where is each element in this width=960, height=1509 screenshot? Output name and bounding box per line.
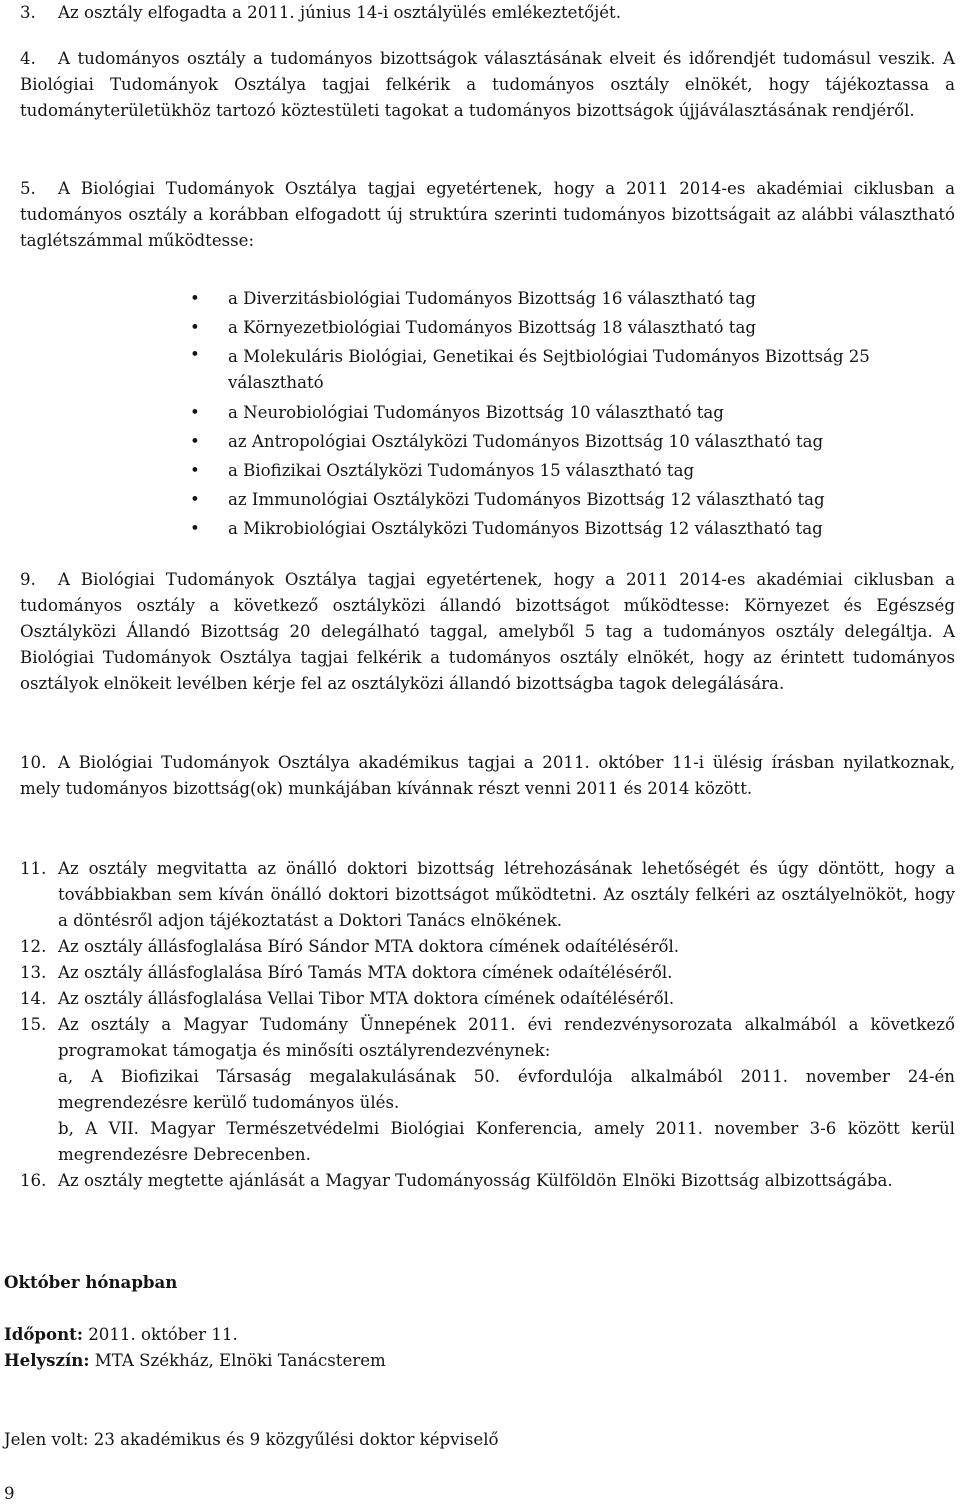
item-number: 15.	[20, 1015, 47, 1034]
resolution-item-16	[20, 1168, 955, 1194]
resolution-item-5	[20, 176, 955, 254]
resolution-item-15b	[20, 1116, 955, 1168]
item-number: 5.	[20, 179, 36, 198]
attendance: Jelen volt: 23 akadémikus és 9 közgyűlési doktor képviselő	[4, 1430, 499, 1449]
committee-list	[190, 284, 935, 543]
resolution-item-15a	[20, 1064, 955, 1116]
place-label: Helyszín:	[4, 1350, 90, 1370]
item-number: 12.	[20, 937, 47, 956]
resolution-item-3	[20, 0, 955, 26]
list-item: • a Neurobiológiai Tudományos Bizottság 10 választható tag	[190, 398, 935, 427]
bullet-icon: •	[190, 490, 200, 509]
item-text: Az osztály megvitatta az önálló doktori bizottság létrehozásának lehetőségét és úgy döntött, hogy a továbbiakban sem kíván önálló doktori bizottságot működtetni. Az osztály felkéri az osztályelnököt, hogy a döntésről adjon tájékoztatást a Doktori Tanács elnökének.	[58, 859, 955, 930]
resolution-item-14	[20, 986, 955, 1012]
item-text: b, A VII. Magyar Természetvédelmi Biológiai Konferencia, amely 2011. november 3-6 között kerül megrendezésre Debrecenben.	[58, 1119, 955, 1164]
bullet-icon: •	[190, 289, 200, 308]
item-text: a, A Biofizikai Társaság megalakulásának 50. évfordulója alkalmából 2011. november 24-én megrendezésre kerülő tudományos ülés.	[58, 1067, 955, 1112]
list-item: • a Környezetbiológiai Tudományos Bizottság 18 választható tag	[190, 313, 935, 342]
resolution-item-9	[20, 567, 955, 697]
resolution-item-11	[20, 856, 955, 934]
item-text: A Biológiai Tudományok Osztálya akadémikus tagjai a 2011. október 11-i ülésig írásban nyilatkoznak, mely tudományos bizottság(ok) munkájában kívánnak részt venni 2011 és 2014 között.	[20, 753, 955, 798]
item-text: Az osztály állásfoglalása Bíró Sándor MTA doktora címének odaítéléséről.	[58, 937, 680, 956]
resolution-item-12	[20, 934, 955, 960]
resolution-item-15	[20, 1012, 955, 1064]
bullet-icon: •	[190, 461, 200, 480]
bullet-icon: •	[190, 318, 200, 337]
list-item: • a Diverzitásbiológiai Tudományos Bizottság 16 választható tag	[190, 284, 935, 313]
meeting-place	[4, 1350, 386, 1370]
place-value: MTA Székház, Elnöki Tanácsterem	[94, 1351, 386, 1370]
bullet-icon: •	[190, 519, 200, 538]
item-text: Az osztály megtette ajánlását a Magyar Tudományosság Külföldön Elnöki Bizottság albizottságába.	[58, 1171, 893, 1190]
bullet-icon: •	[190, 403, 200, 422]
item-text: Az osztály állásfoglalása Bíró Tamás MTA doktora címének odaítéléséről.	[58, 963, 673, 982]
item-text: Az osztály elfogadta a 2011. június 14-i osztályülés emlékeztetőjét.	[58, 3, 622, 22]
item-number: 9.	[20, 570, 36, 589]
list-item: • a Mikrobiológiai Osztályközi Tudományos Bizottság 12 választható tag	[190, 514, 935, 543]
item-number: 4.	[20, 49, 36, 68]
item-number: 16.	[20, 1171, 47, 1190]
item-number: 11.	[20, 859, 47, 878]
bullet-icon: •	[190, 432, 200, 451]
item-number: 13.	[20, 963, 47, 982]
list-item: • a Molekuláris Biológiai, Genetikai és Sejtbiológiai Tudományos Bizottság 25 választható	[190, 342, 935, 398]
item-number: 14.	[20, 989, 47, 1008]
date-label: Időpont:	[4, 1324, 83, 1344]
resolution-item-4	[20, 46, 955, 124]
item-text: A Biológiai Tudományok Osztálya tagjai egyetértenek, hogy a 2011 2014-es akadémiai ciklusban a tudományos osztály a következő osztályközi állandó bizottságot működtesse: Környezet és Egészség Osztályközi Állandó Bizottság 20 delegálható taggal, amelyből 5 tag a tudományos osztály delegáltja. A Biológiai Tudományok Osztálya tagjai felkérik a tudományos osztály elnökét, hogy az érintett tudományos osztályok elnökeit levélben kérje fel az osztályközi állandó bizottságba tagok delegálására.	[20, 570, 955, 693]
resolution-item-13	[20, 960, 955, 986]
page-number: 9	[4, 1484, 15, 1503]
item-text: A tudományos osztály a tudományos bizottságok választásának elveit és időrendjét tudomásul veszik. A Biológiai Tudományok Osztálya tagjai felkérik a tudományos osztály elnökét, hogy tájékoztassa a tudományterületükhöz tartozó köztestületi tagokat a tudományos bizottságok újjáválasztásának rendjéről.	[20, 49, 955, 120]
list-item: • a Biofizikai Osztályközi Tudományos 15 választható tag	[190, 456, 935, 485]
item-text: Az osztály állásfoglalása Vellai Tibor MTA doktora címének odaítéléséről.	[58, 989, 675, 1008]
item-text: A Biológiai Tudományok Osztálya tagjai egyetértenek, hogy a 2011 2014-es akadémiai ciklusban a tudományos osztály a korábban elfogadott új struktúra szerinti tudományos bizottságait az alábbi választható taglétszámmal működtesse:	[20, 179, 955, 250]
item-number: 3.	[20, 3, 36, 22]
section-heading: Október hónapban	[4, 1272, 178, 1292]
bullet-icon: •	[190, 345, 200, 364]
item-text: Az osztály a Magyar Tudomány Ünnepének 2011. évi rendezvénysorozata alkalmából a következő programokat támogatja és minősíti osztályrendezvénynek:	[58, 1015, 955, 1060]
list-item: • az Immunológiai Osztályközi Tudományos Bizottság 12 választható tag	[190, 485, 935, 514]
resolution-item-10	[20, 750, 955, 802]
date-value: 2011. október 11.	[88, 1325, 238, 1344]
list-item: • az Antropológiai Osztályközi Tudományos Bizottság 10 választható tag	[190, 427, 935, 456]
item-number: 10.	[20, 753, 47, 772]
meeting-date	[4, 1324, 238, 1344]
